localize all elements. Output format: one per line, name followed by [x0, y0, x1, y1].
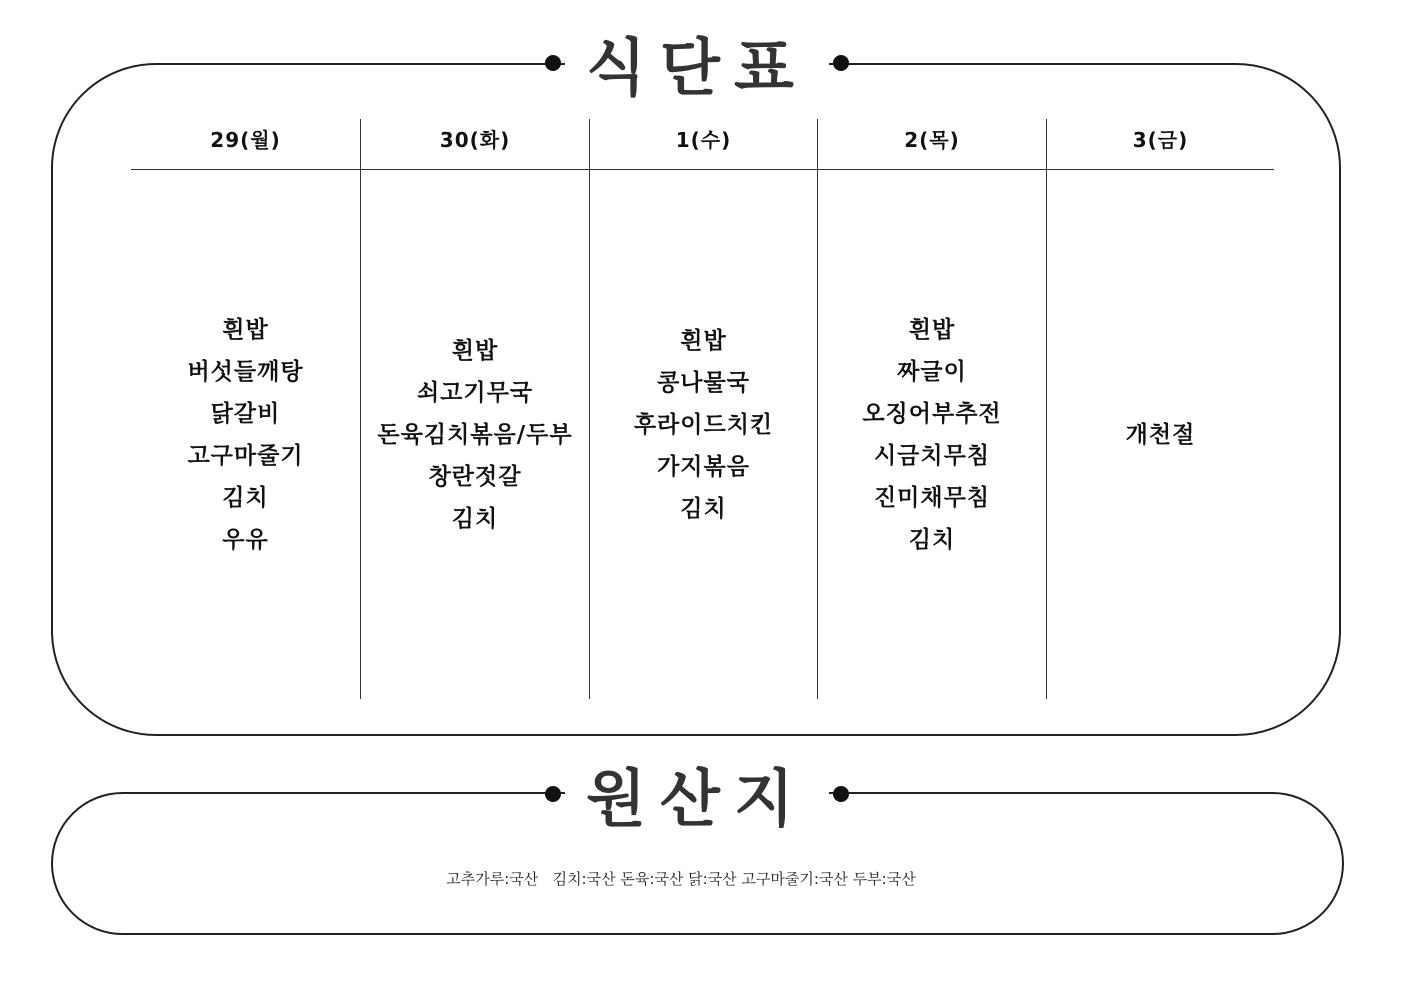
day-header-thu: 2(목) — [904, 128, 960, 152]
day-header-wed: 1(수) — [675, 128, 732, 152]
dish-item: 시금치무침 — [873, 443, 991, 469]
origin-title: 원산지 — [565, 764, 829, 834]
title-dot-left — [545, 786, 561, 802]
dish-item: 흰밥 — [451, 338, 499, 364]
title-dot-right — [833, 786, 849, 802]
day-header-fri: 3(금) — [1132, 128, 1189, 152]
dish-item: 진미채무침 — [873, 485, 991, 511]
day-menu-wed — [590, 161, 817, 689]
dish-item: 개천절 — [1125, 422, 1196, 448]
dish-item: 김치 — [451, 506, 499, 532]
day-header-mon: 29(월) — [210, 128, 281, 152]
dish-item: 닭갈비 — [210, 401, 281, 427]
dish-item: 흰밥 — [908, 317, 956, 343]
dish-item: 김치 — [680, 496, 727, 522]
dish-item: 콩나물국 — [657, 370, 750, 396]
menu-title: 식단표 — [565, 33, 829, 103]
day-header-tue: 30(화) — [439, 128, 511, 152]
title-dot-right — [833, 55, 849, 71]
dish-item: 흰밥 — [222, 317, 269, 343]
dish-item: 김치 — [908, 527, 956, 553]
title-dot-left — [545, 55, 561, 71]
day-menu-mon — [131, 171, 360, 699]
dish-item: 우유 — [222, 527, 269, 553]
dish-item: 후라이드치킨 — [633, 412, 774, 438]
dish-item: 버섯들깨탕 — [187, 359, 304, 385]
dish-item: 쇠고기무국 — [416, 380, 534, 406]
dish-item: 돈육김치볶음/두부 — [377, 422, 573, 448]
dish-item: 창란젓갈 — [428, 464, 522, 490]
dish-item: 가지볶음 — [657, 454, 750, 480]
dish-item: 김치 — [222, 485, 269, 511]
day-menu-tue — [361, 171, 589, 699]
day-menu-fri — [1047, 171, 1274, 699]
dish-item: 흰밥 — [680, 328, 727, 354]
dish-item: 오징어부추전 — [862, 401, 1002, 427]
dish-item: 고구마줄기 — [187, 443, 304, 469]
origin-text: 고추가루:국산 김치:국산 돈육:국산 닭:국산 고구마줄기:국산 두부:국산 — [446, 870, 916, 888]
day-menu-thu — [818, 171, 1046, 699]
dish-item: 짜글이 — [897, 359, 967, 385]
